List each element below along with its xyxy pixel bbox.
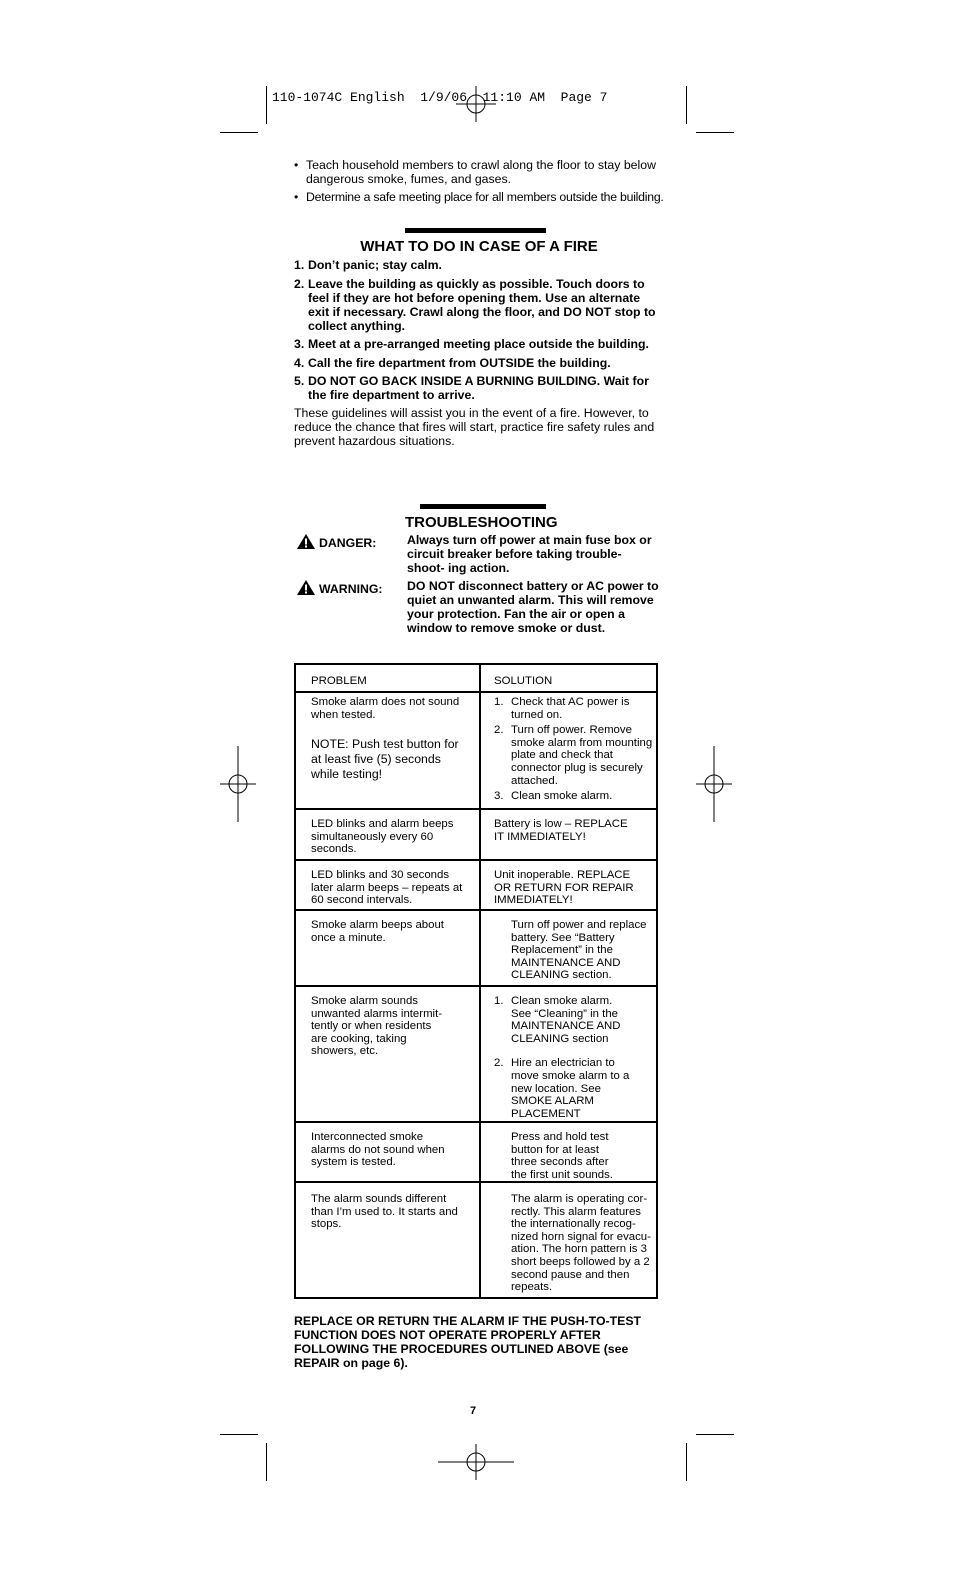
crop-mark	[696, 132, 734, 133]
step-number: 4.	[294, 355, 305, 370]
troubleshooting-table	[294, 663, 658, 1299]
step-text: Leave the building as quickly as possible. Touch doors to feel if they are hot before opening them. Use an alternate exit if necessary. Crawl along the floor, and DO NOT stop to collect anything.	[308, 276, 656, 333]
bullet-item: • Teach household members to crawl along the floor to stay below dangerous smoke, fumes, and gases.	[294, 158, 664, 186]
fire-step	[294, 374, 664, 402]
crop-mark	[220, 132, 258, 133]
step-number: 1.	[294, 258, 305, 272]
fire-step	[294, 356, 664, 370]
registration-mark-icon	[438, 1444, 514, 1480]
step-number: 5.	[294, 374, 305, 388]
solution-text: The alarm is operating cor- rectly. This alarm features the internationally recog- nized horn signal for evacu- ation. The horn pattern is 3 short beeps followed by a 2 second pause and then repeats.	[511, 1193, 651, 1294]
registration-mark-icon	[220, 746, 256, 822]
solution-step: 3. Clean smoke alarm.	[494, 790, 613, 803]
step-number: 2.	[294, 276, 305, 291]
section-rule	[405, 228, 546, 233]
fire-step	[294, 337, 664, 351]
problem-text: The alarm sounds different than I’m used to. It starts and stops.	[311, 1193, 458, 1231]
warning-label: WARNING:	[319, 582, 383, 596]
bullet-item: • Determine a safe meeting place for all members outside the building.	[294, 190, 664, 204]
table-row	[296, 1181, 656, 1299]
table-row	[296, 909, 656, 987]
safety-bullets	[294, 158, 664, 208]
solution-step: 1. Clean smoke alarm. See “Cleaning” in the MAINTENANCE AND CLEANING section	[494, 995, 621, 1045]
problem-note: NOTE: Push test button for at least five (5) seconds while testing!	[311, 737, 459, 782]
solution-cell	[494, 696, 654, 803]
solution-step: 2. Turn off power. Remove smoke alarm from mounting plate and check that connector plug is securely attached.	[494, 724, 653, 787]
step-text: Meet at a pre-arranged meeting place outside the building.	[308, 337, 649, 351]
final-note: REPLACE OR RETURN THE ALARM IF THE PUSH-TO-TEST FUNCTION DOES NOT OPERATE PROPERLY AFTER FOLLOWING THE PROCEDURES OUTLINED ABOVE (see REPAIR on page 6).	[294, 1314, 642, 1370]
fire-step	[294, 258, 664, 272]
solution-text: Unit inoperable. REPLACE OR RETURN FOR REPAIR IMMEDIATELY!	[494, 869, 634, 907]
warning-triangle-icon	[296, 533, 316, 550]
crop-mark	[686, 1443, 687, 1481]
crop-mark	[266, 1443, 267, 1481]
fire-step	[294, 277, 664, 333]
problem-text: LED blinks and alarm beeps simultaneously every 60 seconds.	[311, 818, 454, 856]
fire-guidelines-paragraph: These guidelines will assist you in the event of a fire. However, to reduce the chance that fires will start, practice fire safety rules and prevent hazardous situations.	[294, 406, 655, 448]
solution-step: 1. Check that AC power is turned on.	[494, 696, 630, 721]
solution-text: Turn off power and replace battery. See “Battery Replacement” in the MAINTENANCE AND CLEANING section.	[511, 919, 647, 982]
crop-mark	[220, 1434, 258, 1435]
fire-steps-list	[294, 258, 664, 407]
warning-triangle-icon	[296, 579, 316, 596]
table-row	[296, 691, 656, 810]
fire-heading: WHAT TO DO IN CASE OF A FIRE	[360, 238, 598, 255]
crop-mark	[686, 86, 687, 124]
problem-text: LED blinks and 30 seconds later alarm beeps – repeats at 60 second intervals.	[311, 869, 463, 907]
troubleshooting-heading: TROUBLESHOOTING	[405, 514, 558, 531]
registration-mark-icon	[696, 746, 732, 822]
problem-text: Smoke alarm beeps about once a minute.	[311, 919, 444, 944]
page-number: 7	[470, 1405, 477, 1417]
table-row	[296, 808, 656, 861]
crop-mark	[266, 86, 267, 124]
solution-step: 2. Hire an electrician to move smoke alarm to a new location. See SMOKE ALARM PLACEMENT	[494, 1057, 630, 1120]
solution-text: Battery is low – REPLACE IT IMMEDIATELY!	[494, 818, 628, 843]
step-text: Don’t panic; stay calm.	[308, 258, 442, 272]
header-problem: PROBLEM	[311, 675, 367, 687]
crop-mark	[696, 1434, 734, 1435]
step-text: DO NOT GO BACK INSIDE A BURNING BUILDING. Wait for the fire department to arrive.	[308, 374, 649, 402]
table-row	[296, 1121, 656, 1183]
danger-text: Always turn off power at main fuse box or circuit breaker before taking trouble- shoot- ing action.	[407, 533, 652, 575]
header-solution: SOLUTION	[494, 675, 553, 687]
solution-text: Press and hold test button for at least three seconds after the first unit sounds.	[511, 1131, 613, 1181]
danger-label: DANGER:	[319, 536, 377, 550]
table-row	[296, 985, 656, 1123]
solution-cell	[494, 995, 634, 1120]
step-text: Call the fire department from OUTSIDE the building.	[308, 355, 611, 370]
section-rule	[420, 504, 546, 509]
problem-text: Interconnected smoke alarms do not sound when system is tested.	[311, 1131, 445, 1169]
print-slug: 110-1074C English 1/9/06 11:10 AM Page 7	[272, 90, 608, 105]
step-number: 3.	[294, 337, 305, 351]
problem-text: Smoke alarm sounds unwanted alarms intermit- tently or when residents are cooking, taking showers, etc.	[311, 995, 443, 1058]
table-row	[296, 859, 656, 911]
problem-text: Smoke alarm does not sound when tested.	[311, 696, 460, 721]
problem-cell	[311, 696, 461, 782]
warning-text: DO NOT disconnect battery or AC power to quiet an unwanted alarm. This will remove your protection. Fan the air or open a window to remove smoke or dust.	[407, 579, 659, 635]
table-header-row	[296, 665, 656, 691]
